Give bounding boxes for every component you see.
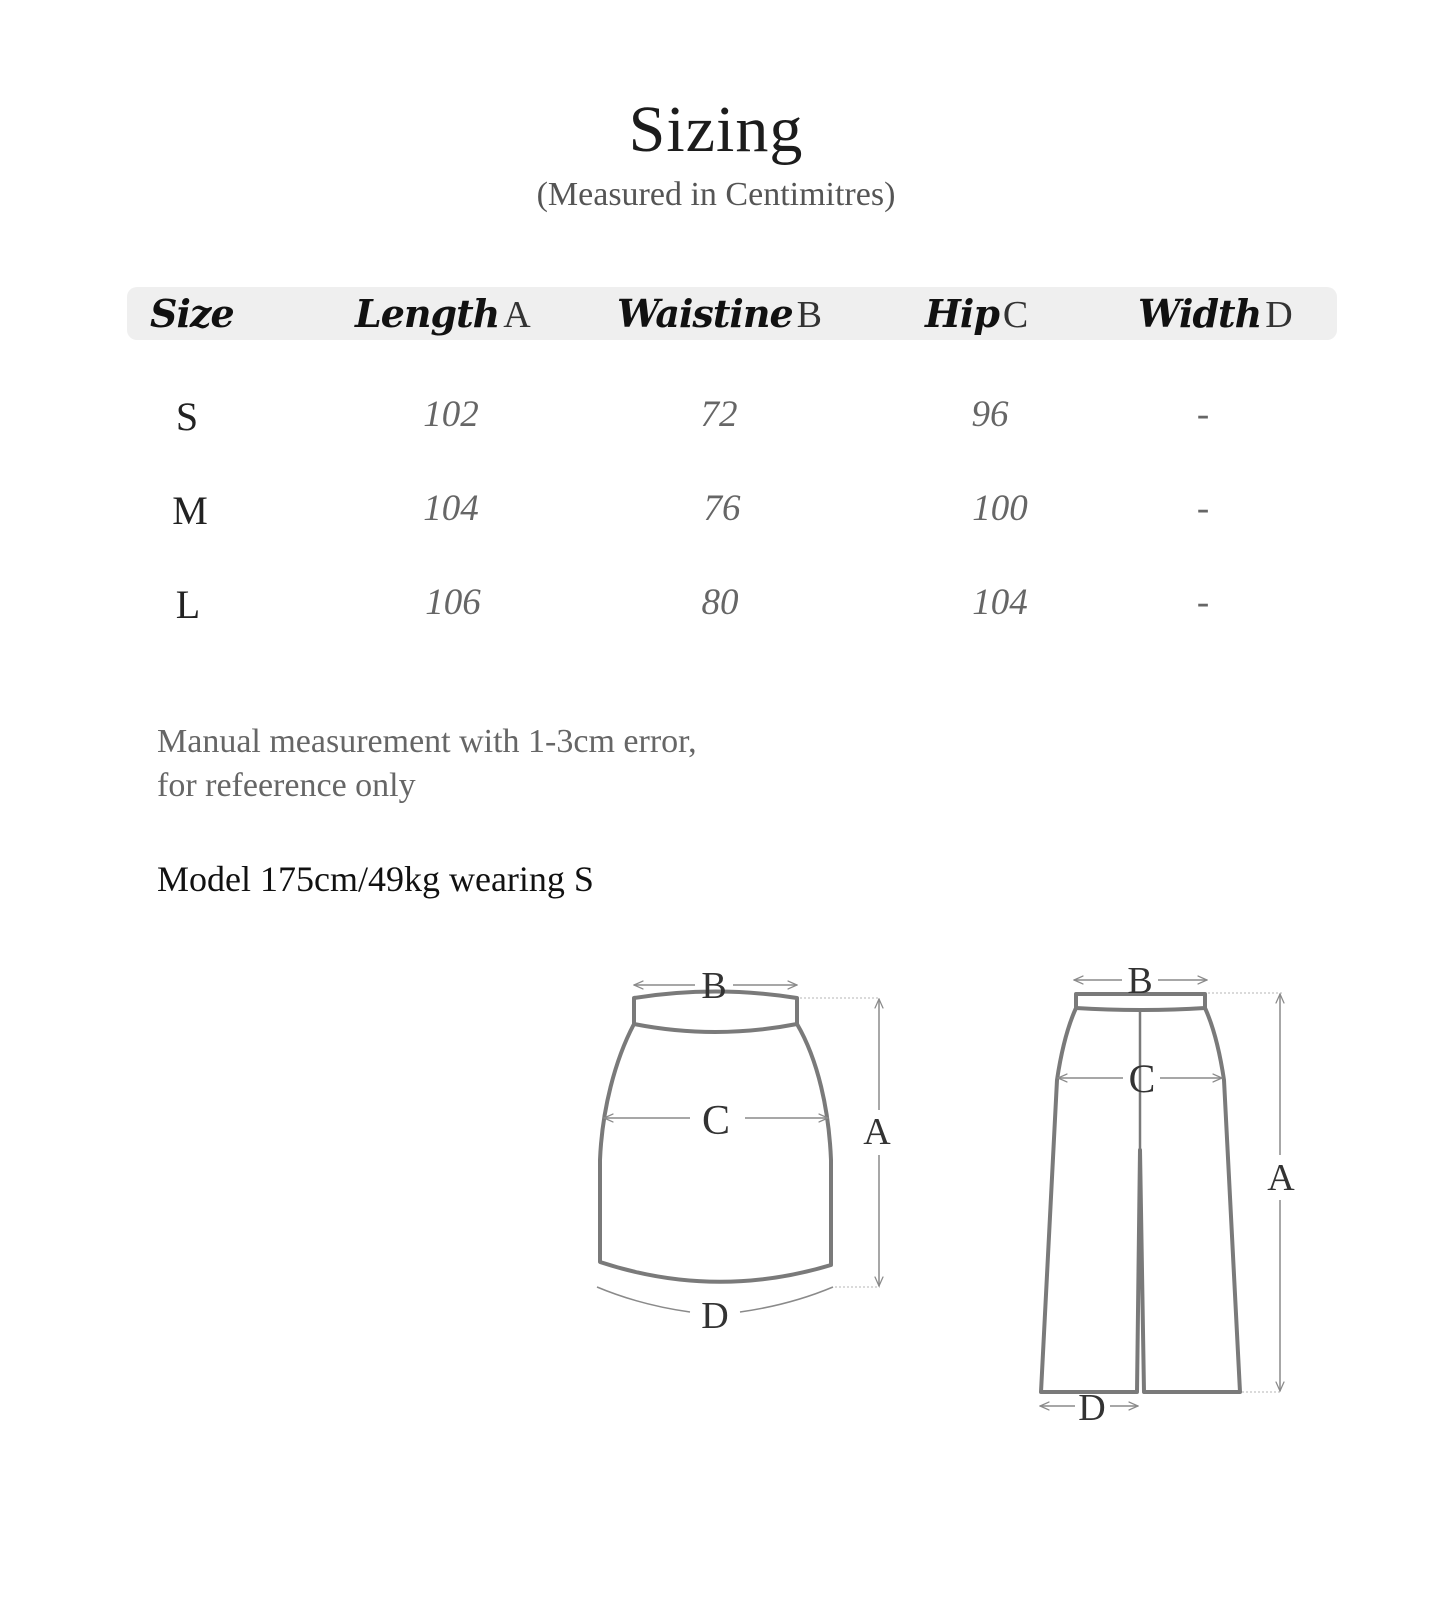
header-size-label: Size <box>150 291 234 336</box>
skirt-b-label: B <box>701 965 727 1007</box>
measurement-note-line1: Manual measurement with 1-3cm error, <box>157 723 697 760</box>
header-width-label: Width <box>1138 291 1262 336</box>
header-hip-label: Hip <box>925 291 999 336</box>
row-l-width: - <box>1196 582 1210 623</box>
header-waist-letter: B <box>796 294 822 336</box>
header-hip-letter: C <box>1002 294 1029 336</box>
row-s-length: 102 <box>423 394 479 435</box>
skirt-diagram <box>597 965 891 1337</box>
skirt-body <box>600 1024 831 1282</box>
row-m-size: M <box>172 488 208 533</box>
row-m-length: 104 <box>423 488 479 529</box>
pants-d-label: D <box>1078 1387 1106 1429</box>
row-s-waist: 72 <box>700 394 738 435</box>
row-s-size: S <box>175 394 199 439</box>
skirt-c-label: C <box>701 1098 731 1144</box>
row-m-width: - <box>1196 488 1210 529</box>
pants-b-label: B <box>1127 960 1153 1002</box>
pants-diagram <box>1040 960 1295 1429</box>
pants-a-label: A <box>1267 1157 1295 1199</box>
row-l-length: 106 <box>425 582 481 623</box>
measurement-note-line2: for refeerence only <box>157 767 416 804</box>
page-subtitle: (Measured in Centimitres) <box>536 176 896 213</box>
header-length-letter: A <box>503 294 531 336</box>
header-width-letter: D <box>1265 294 1293 336</box>
row-s-width: - <box>1196 394 1210 435</box>
row-l-size: L <box>175 582 201 627</box>
row-m-waist: 76 <box>703 488 741 529</box>
row-m-hip: 100 <box>972 488 1028 529</box>
skirt-a-label: A <box>863 1111 891 1153</box>
row-l-hip: 104 <box>972 582 1028 623</box>
header-length-label: Length <box>355 291 500 336</box>
row-s-hip: 96 <box>971 394 1009 435</box>
row-l-waist: 80 <box>701 582 739 623</box>
model-info: Model 175cm/49kg wearing S <box>157 859 594 899</box>
skirt-d-label: D <box>701 1295 729 1337</box>
header-waist-label: Waistine <box>617 291 793 336</box>
pants-c-label: C <box>1128 1056 1156 1101</box>
page-title: Sizing <box>628 93 804 166</box>
